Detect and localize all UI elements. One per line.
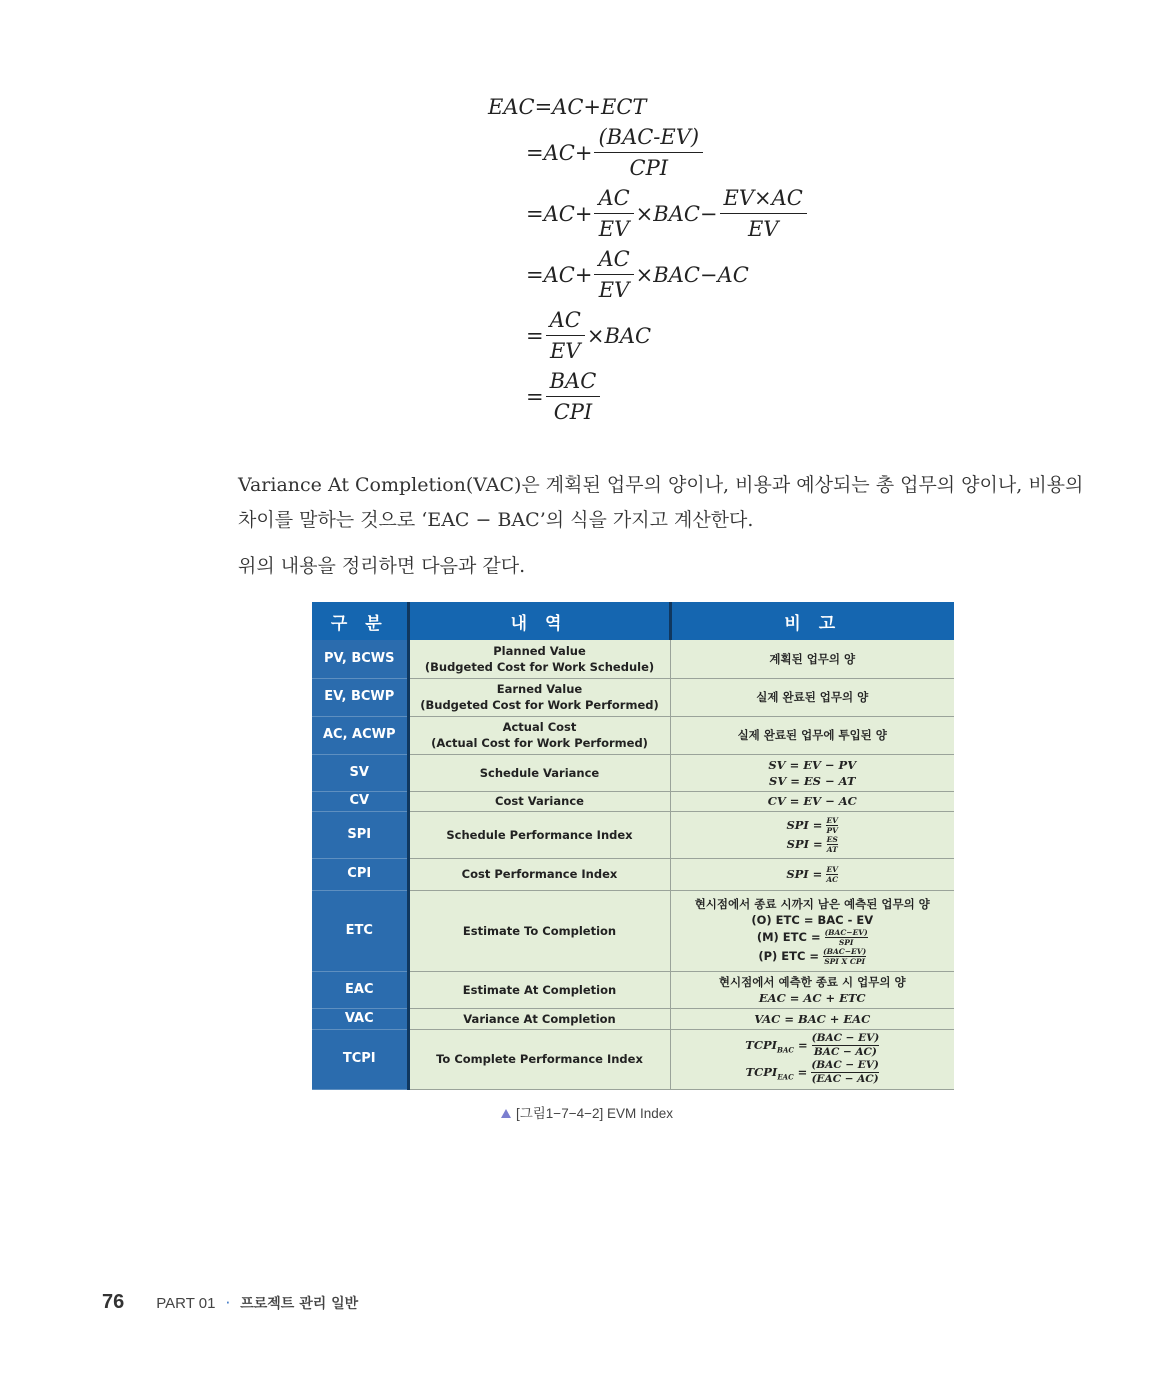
fraction bbox=[594, 247, 633, 302]
paragraph-line-1: Variance At Completion(VAC)은 계획된 업무의 양이나, 비용과 예상되는 총 업무의 양이나, 비용의 bbox=[238, 474, 1084, 496]
row-key: TCPI bbox=[312, 1029, 408, 1089]
table-row bbox=[312, 678, 954, 716]
table-row bbox=[312, 1029, 954, 1089]
page-footer bbox=[102, 1291, 358, 1314]
row-note bbox=[670, 1029, 954, 1089]
row-note bbox=[670, 858, 954, 890]
row-key: CPI bbox=[312, 858, 408, 890]
row-note: 실제 완료된 업무에 투입된 양 bbox=[670, 716, 954, 754]
row-description: Estimate At Completion bbox=[408, 971, 670, 1008]
numerator: BAC bbox=[549, 369, 597, 393]
row-key: VAC bbox=[312, 1008, 408, 1029]
table-row bbox=[312, 754, 954, 791]
numerator: AC bbox=[549, 308, 581, 332]
fraction bbox=[546, 308, 585, 363]
row-key: PV, BCWS bbox=[312, 640, 408, 678]
row-note bbox=[670, 754, 954, 791]
denominator: AT bbox=[826, 844, 838, 854]
table-row bbox=[312, 716, 954, 754]
row-description: Schedule Variance bbox=[408, 754, 670, 791]
formula-line: SV = EV − PV bbox=[768, 757, 857, 772]
formula-text: (M) ETC = bbox=[756, 929, 821, 944]
formula-line-1 bbox=[488, 92, 809, 122]
formula-line-5 bbox=[526, 305, 809, 366]
small-fraction bbox=[823, 947, 866, 966]
formula-line-3 bbox=[526, 183, 809, 244]
formula-line-2 bbox=[526, 122, 809, 183]
denominator: EV bbox=[594, 213, 633, 241]
fraction bbox=[812, 1032, 880, 1059]
denominator: SPI X CPI bbox=[824, 956, 865, 966]
row-note bbox=[670, 811, 954, 858]
description-line: (Actual Cost for Work Performed) bbox=[431, 736, 648, 750]
caption-text: [그림1−7−4−2] EVM Index bbox=[515, 1106, 674, 1121]
row-note bbox=[670, 890, 954, 971]
row-note: CV = EV − AC bbox=[670, 791, 954, 811]
chapter-title: 프로젝트 관리 일반 bbox=[240, 1296, 359, 1312]
denominator: CPI bbox=[546, 396, 601, 424]
note-heading: 현시점에서 종료 시까지 남은 예측된 업무의 양 bbox=[694, 896, 930, 911]
row-note: 실제 완료된 업무의 양 bbox=[670, 678, 954, 716]
table-row bbox=[312, 791, 954, 811]
row-description: Cost Performance Index bbox=[408, 858, 670, 890]
row-description: Cost Variance bbox=[408, 791, 670, 811]
note-heading: 현시점에서 예측한 종료 시 업무의 양 bbox=[718, 974, 906, 989]
subscript: EAC bbox=[777, 1072, 794, 1082]
formula-text: TCPI bbox=[745, 1065, 778, 1079]
row-description bbox=[408, 716, 670, 754]
numerator: ES bbox=[826, 834, 838, 844]
page-number: 76 bbox=[102, 1291, 125, 1313]
row-key: CV bbox=[312, 791, 408, 811]
row-description bbox=[408, 678, 670, 716]
formula-line bbox=[675, 816, 951, 835]
description-line: Actual Cost bbox=[502, 720, 577, 734]
table-row bbox=[312, 858, 954, 890]
row-description: Variance At Completion bbox=[408, 1008, 670, 1029]
description-line: (Budgeted Cost for Work Performed) bbox=[420, 698, 659, 712]
formula-line: (O) ETC = BAC - EV bbox=[751, 912, 874, 927]
numerator: (BAC − EV) bbox=[811, 1059, 879, 1071]
formula-line bbox=[675, 947, 951, 966]
header-category: 구 분 bbox=[312, 602, 408, 640]
row-description: Estimate To Completion bbox=[408, 890, 670, 971]
formula-line: EAC = AC + ETC bbox=[758, 990, 866, 1005]
small-fraction bbox=[827, 835, 838, 854]
row-key: SPI bbox=[312, 811, 408, 858]
denominator: SPI bbox=[825, 937, 868, 947]
denominator: EV bbox=[720, 213, 807, 241]
formula-line bbox=[675, 835, 951, 854]
row-note: 계획된 업무의 양 bbox=[670, 640, 954, 678]
row-key: ETC bbox=[312, 890, 408, 971]
table-row bbox=[312, 1008, 954, 1029]
numerator: (BAC−EV) bbox=[823, 946, 867, 956]
formula-text: SPI = bbox=[786, 817, 823, 832]
formula-text: ×BAC−AC bbox=[635, 262, 749, 287]
numerator: EV bbox=[826, 815, 839, 825]
fraction bbox=[594, 186, 633, 241]
formula-text: = bbox=[526, 384, 544, 409]
numerator: (BAC − EV) bbox=[811, 1032, 880, 1044]
small-fraction bbox=[826, 816, 838, 835]
small-fraction bbox=[826, 865, 838, 884]
numerator: EV×AC bbox=[723, 186, 803, 210]
denominator: PV bbox=[826, 825, 838, 835]
formula-text: SPI = bbox=[786, 836, 823, 851]
table-row bbox=[312, 640, 954, 678]
description-line: (Budgeted Cost for Work Schedule) bbox=[424, 659, 655, 674]
row-key: EV, BCWP bbox=[312, 678, 408, 716]
numerator: EV bbox=[826, 864, 839, 874]
formula-line-6 bbox=[526, 366, 809, 427]
denominator: EV bbox=[546, 335, 585, 363]
paragraph-line-2: 차이를 말하는 것으로 ‘EAC − BAC’의 식을 가지고 계산한다. bbox=[238, 509, 754, 531]
row-description: To Complete Performance Index bbox=[408, 1029, 670, 1089]
fraction bbox=[546, 369, 601, 424]
denominator: AC bbox=[826, 874, 839, 884]
subscript: BAC bbox=[777, 1045, 794, 1055]
formula-text: TCPI bbox=[745, 1038, 778, 1052]
header-description: 내 역 bbox=[408, 602, 670, 640]
table-header-row bbox=[312, 602, 954, 640]
row-description bbox=[408, 640, 670, 678]
table-row bbox=[312, 890, 954, 971]
fraction bbox=[594, 125, 703, 180]
table-row bbox=[312, 971, 954, 1008]
figure-caption bbox=[0, 1102, 1174, 1122]
row-note: VAC = BAC + EAC bbox=[670, 1008, 954, 1029]
part-label: PART 01 bbox=[156, 1295, 216, 1312]
row-key: EAC bbox=[312, 971, 408, 1008]
denominator: BAC − AC) bbox=[812, 1045, 880, 1059]
formula-text: =AC+ bbox=[526, 262, 593, 287]
formula-text: ×BAC bbox=[586, 323, 652, 348]
denominator: EV bbox=[594, 274, 633, 302]
header-remarks: 비 고 bbox=[670, 602, 954, 640]
row-key: SV bbox=[312, 754, 408, 791]
table-row bbox=[312, 811, 954, 858]
formula-line: $TCPI_{EAC}$ = (BAC − EV) (EAC − AC) bbox=[745, 1059, 879, 1085]
description-line: Earned Value bbox=[496, 682, 583, 696]
paragraph-line-3: 위의 내용을 정리하면 다음과 같다. bbox=[238, 555, 526, 577]
triangle-icon bbox=[501, 1109, 511, 1118]
eac-derivation bbox=[488, 92, 809, 427]
row-key: AC, ACWP bbox=[312, 716, 408, 754]
evm-index-table bbox=[312, 602, 954, 1090]
small-fraction bbox=[825, 928, 868, 947]
numerator: AC bbox=[598, 247, 630, 271]
row-description: Schedule Performance Index bbox=[408, 811, 670, 858]
description-line: Planned Value bbox=[493, 643, 586, 658]
formula-text: SPI = bbox=[786, 866, 823, 881]
numerator: (BAC−EV) bbox=[824, 927, 868, 937]
formula-text: EAC=AC+ECT bbox=[488, 95, 647, 119]
formula-text: =AC+ bbox=[526, 140, 593, 165]
row-note bbox=[670, 971, 954, 1008]
formula-line: SV = ES − AT bbox=[769, 773, 856, 788]
numerator: (BAC-EV) bbox=[598, 125, 700, 149]
denominator: CPI bbox=[594, 152, 703, 180]
fraction bbox=[811, 1059, 879, 1086]
numerator: AC bbox=[598, 186, 630, 210]
footer-separator: · bbox=[225, 1294, 231, 1312]
formula-line: $TCPI_{BAC}$ = (BAC − EV) BAC − AC) bbox=[745, 1032, 880, 1058]
fraction bbox=[720, 186, 807, 241]
formula-text: = bbox=[526, 323, 544, 348]
formula-line-4 bbox=[526, 244, 809, 305]
formula-text: =AC+ bbox=[526, 201, 593, 226]
formula-line bbox=[675, 928, 951, 947]
formula-text: (P) ETC = bbox=[758, 948, 820, 963]
formula-text: ×BAC− bbox=[635, 201, 718, 226]
denominator: (EAC − AC) bbox=[811, 1073, 879, 1085]
